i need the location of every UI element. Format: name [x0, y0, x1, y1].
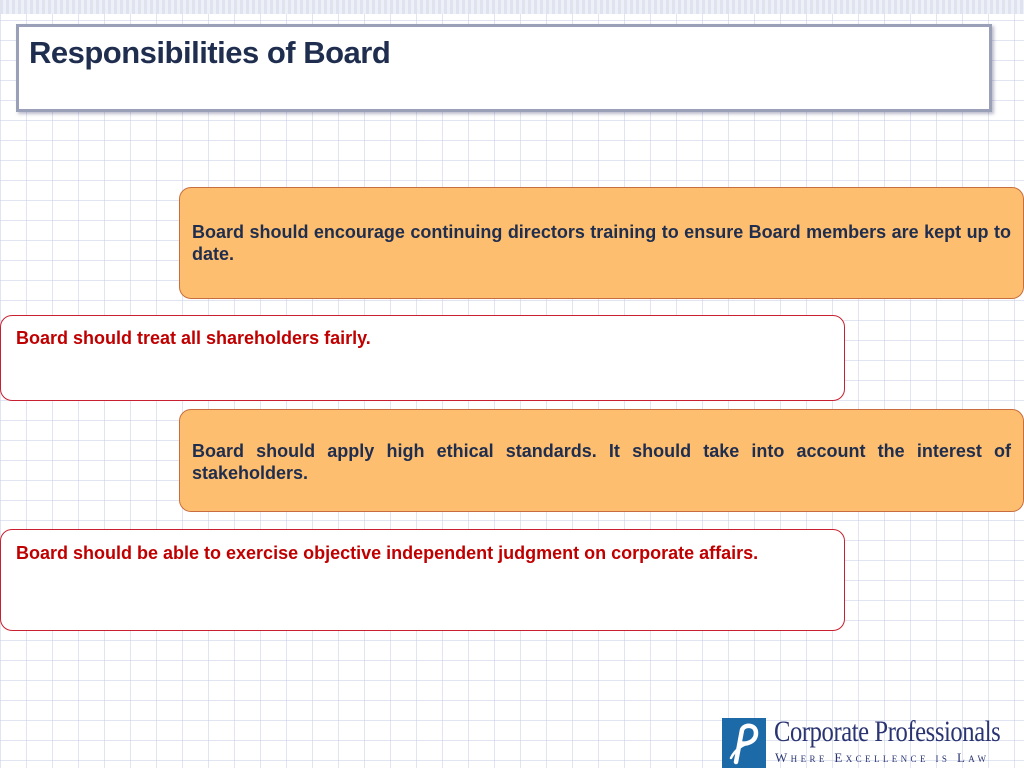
responsibility-text: Board should apply high ethical standards. It should take into account the interest of stakeholders.	[192, 441, 1011, 483]
responsibility-text: Board should be able to exercise objective independent judgment on corporate affairs.	[16, 543, 759, 563]
logo-tagline: Where Excellence is Law	[775, 750, 990, 765]
responsibility-card-shareholders	[0, 315, 845, 401]
slide-title: Responsibilities of Board	[29, 35, 391, 70]
responsibility-card-ethics	[179, 409, 1024, 512]
responsibility-text: Board should treat all shareholders fairly.	[16, 328, 371, 348]
top-decorative-strip	[0, 0, 1024, 14]
responsibility-card-judgment	[0, 529, 845, 631]
responsibility-card-training	[179, 187, 1024, 299]
title-box	[16, 24, 992, 112]
logo-company-name	[774, 716, 1000, 748]
cp-logo-mark-icon	[722, 718, 766, 768]
logo-name-corporate: Corporate	[774, 715, 869, 748]
logo-name-professionals: Professionals	[874, 715, 1001, 748]
responsibility-text: Board should encourage continuing directors training to ensure Board members are kept up to date.	[192, 222, 1011, 264]
corporate-professionals-logo	[722, 716, 1024, 768]
